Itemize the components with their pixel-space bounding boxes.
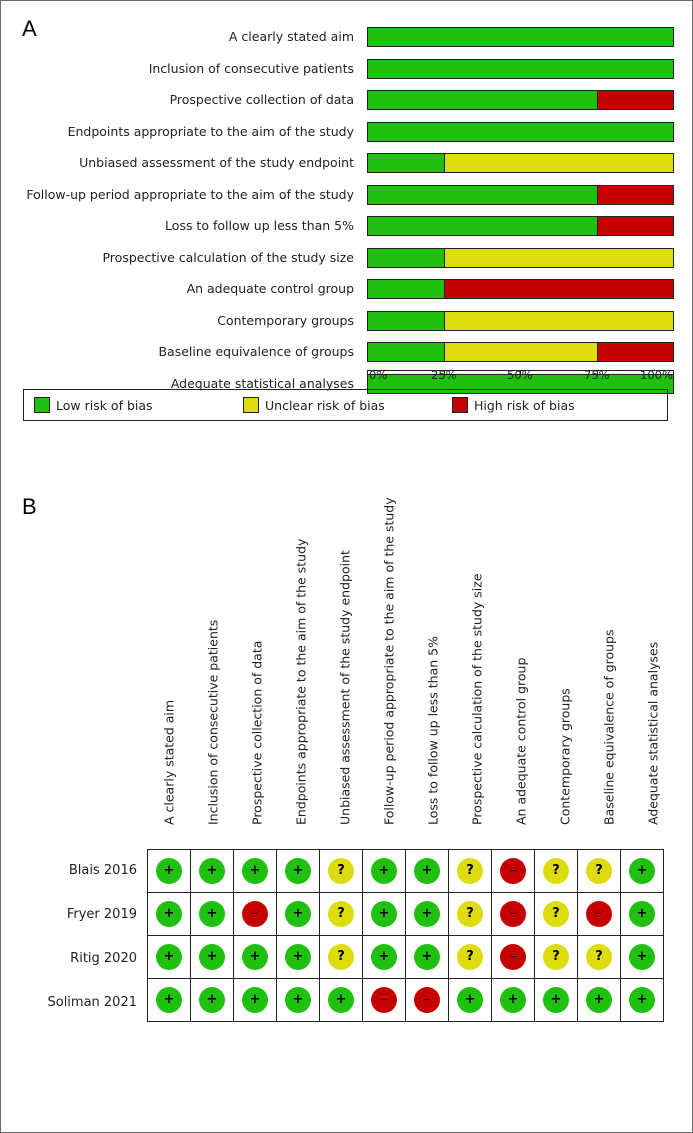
low-risk-dot: + [156,858,182,884]
rating-cell [449,979,492,1022]
unclear-risk-dot: ? [543,944,569,970]
x-axis-tick-label: 100% [640,368,673,382]
low-risk-dot: + [457,987,483,1013]
column-header-label: Adequate statistical analyses [645,641,661,825]
rating-cell [320,979,363,1022]
rating-cell [234,850,277,893]
unclear-risk-dot: ? [457,944,483,970]
low-risk-dot: + [156,944,182,970]
bar-segment-low [368,154,444,172]
column-header [147,510,191,840]
rating-cell [148,936,191,979]
unclear-risk-dot: ? [586,858,612,884]
high-risk-dot: – [500,858,526,884]
high-risk-dot: – [242,901,268,927]
column-header-label: Endpoints appropriate to the aim of the study [293,538,309,825]
legend-swatch-high [452,397,468,413]
bar-segment-unclear [444,312,673,330]
rating-cell [621,850,664,893]
column-header [235,510,279,840]
low-risk-dot: + [156,901,182,927]
stacked-bar [367,59,674,79]
rating-cell [148,893,191,936]
risk-of-bias-grid [147,849,664,1022]
bar-category-label: Endpoints appropriate to the aim of the study [67,123,354,139]
bar-category-label: An adequate control group [186,281,354,296]
bar-category-label: A clearly stated aim [228,29,354,44]
low-risk-dot: + [414,901,440,927]
column-header [631,510,675,840]
rating-cell [320,893,363,936]
bar-segment-high [597,217,673,235]
low-risk-dot: + [371,901,397,927]
column-header-label: A clearly stated aim [161,699,177,825]
table-row [148,850,664,893]
bar-category-label: Baseline equivalence of groups [158,344,354,359]
bar-segment-high [444,280,673,298]
low-risk-dot: + [414,944,440,970]
high-risk-dot: – [414,987,440,1013]
bar-category-label: Unbiased assessment of the study endpoint [79,155,354,170]
rating-cell [320,850,363,893]
low-risk-dot: + [285,987,311,1013]
low-risk-dot: + [328,987,354,1013]
low-risk-dot: + [242,858,268,884]
rating-cell [277,893,320,936]
unclear-risk-dot: ? [328,901,354,927]
rating-cell [363,893,406,936]
rating-cell [449,893,492,936]
rating-cell [363,850,406,893]
column-header-label: Inclusion of consecutive patients [205,619,221,825]
bar-segment-low [368,186,597,204]
low-risk-dot: + [371,944,397,970]
rating-cell [621,936,664,979]
table-row [148,979,664,1022]
column-header [455,510,499,840]
rating-cell [492,979,535,1022]
legend-swatch-low [34,397,50,413]
x-axis-tick-label: 50% [507,368,533,382]
low-risk-dot: + [414,858,440,884]
rating-cell [535,979,578,1022]
bar-category-label: Prospective collection of data [169,92,354,107]
study-label: Soliman 2021 [47,995,137,1010]
bar-segment-low [368,123,673,141]
low-risk-dot: + [242,987,268,1013]
stacked-bar [367,342,674,362]
unclear-risk-dot: ? [457,901,483,927]
study-label: Ritig 2020 [70,951,137,966]
x-axis-tick [367,370,368,376]
unclear-risk-dot: ? [457,858,483,884]
column-header [499,510,543,840]
column-header [411,510,455,840]
bar-segment-low [368,249,444,267]
rating-cell [191,936,234,979]
bar-segment-low [368,343,444,361]
rating-cell [363,979,406,1022]
rating-cell [492,893,535,936]
stacked-bar [367,153,674,173]
study-label: Blais 2016 [68,863,137,878]
rating-cell [148,850,191,893]
stacked-bar [367,90,674,110]
bar-segment-low [368,60,673,78]
unclear-risk-dot: ? [328,944,354,970]
column-header-label: An adequate control group [513,657,529,825]
rating-cell [449,850,492,893]
low-risk-dot: + [285,944,311,970]
rating-cell [320,936,363,979]
bar-segment-low [368,217,597,235]
low-risk-dot: + [629,901,655,927]
bar-segment-low [368,28,673,46]
high-risk-dot: – [371,987,397,1013]
low-risk-dot: + [371,858,397,884]
legend-label-high: High risk of bias [474,397,575,413]
bar-category-label: Prospective calculation of the study size [102,249,354,265]
low-risk-dot: + [543,987,569,1013]
rating-cell [578,850,621,893]
stacked-bar [367,216,674,236]
rating-cell [406,850,449,893]
rating-cell [492,936,535,979]
table-row [148,936,664,979]
panel-a-label: A [22,16,37,41]
x-axis-tick [673,370,674,376]
legend [23,389,668,421]
legend-label-unclear: Unclear risk of bias [265,397,385,413]
rating-cell [191,979,234,1022]
bar-segment-high [597,343,673,361]
low-risk-dot: + [199,944,225,970]
low-risk-dot: + [156,987,182,1013]
low-risk-dot: + [285,858,311,884]
x-axis-tick-label: 0% [369,368,388,382]
study-label: Fryer 2019 [66,907,137,922]
low-risk-dot: + [199,901,225,927]
stacked-bar [367,185,674,205]
rating-cell [363,936,406,979]
rating-cell [234,979,277,1022]
bar-segment-low [368,312,444,330]
table-row [148,893,664,936]
legend-item-high [452,397,575,413]
rating-cell [578,936,621,979]
rating-cell [535,893,578,936]
rating-cell [406,936,449,979]
low-risk-dot: + [285,901,311,927]
low-risk-dot: + [629,944,655,970]
x-axis-tick-label: 75% [584,368,610,382]
rating-cell [191,893,234,936]
rating-cell [449,936,492,979]
low-risk-dot: + [586,987,612,1013]
low-risk-dot: + [629,987,655,1013]
column-header-label: Loss to follow up less than 5% [425,636,441,825]
bar-category-label: Adequate statistical analyses [170,375,354,391]
rating-cell [148,979,191,1022]
unclear-risk-dot: ? [328,858,354,884]
rating-cell [234,936,277,979]
rating-cell [406,979,449,1022]
column-header-label: Contemporary groups [557,688,573,825]
bar-segment-unclear [444,154,673,172]
rating-cell [621,893,664,936]
stacked-bar [367,279,674,299]
bar-category-label: Loss to follow up less than 5% [165,218,354,233]
rating-cell [535,850,578,893]
legend-item-low [34,397,153,413]
low-risk-dot: + [199,987,225,1013]
column-header-label: Baseline equivalence of groups [601,629,617,825]
column-header [323,510,367,840]
rating-cell [234,893,277,936]
stacked-bar [367,122,674,142]
high-risk-dot: – [586,901,612,927]
legend-label-low: Low risk of bias [56,397,153,413]
rating-cell [621,979,664,1022]
column-header-label: Prospective collection of data [249,640,265,825]
rating-cell [191,850,234,893]
stacked-bar [367,248,674,268]
bar-category-label: Contemporary groups [217,312,354,328]
bar-segment-high [597,91,673,109]
high-risk-dot: – [500,901,526,927]
column-header [191,510,235,840]
column-header-label: Unbiased assessment of the study endpoint [337,550,353,825]
rating-cell [578,893,621,936]
legend-item-unclear [243,397,385,413]
unclear-risk-dot: ? [543,858,569,884]
column-header [367,497,411,840]
low-risk-dot: + [500,987,526,1013]
bar-segment-high [597,186,673,204]
rating-cell [578,979,621,1022]
rating-cell [277,979,320,1022]
column-header-label: Prospective calculation of the study size [469,573,485,825]
bar-segment-unclear [444,249,673,267]
legend-swatch-unclear [243,397,259,413]
unclear-risk-dot: ? [586,944,612,970]
panel-b-label: B [22,494,37,519]
bar-segment-unclear [444,343,597,361]
rating-cell [277,850,320,893]
rating-cell [277,936,320,979]
low-risk-dot: + [199,858,225,884]
bar-category-label: Follow-up period appropriate to the aim of the study [26,186,354,202]
stacked-bar [367,27,674,47]
rating-cell [492,850,535,893]
x-axis-tick-label: 25% [431,368,457,382]
rating-cell [406,893,449,936]
column-header [587,510,631,840]
rating-cell [535,936,578,979]
low-risk-dot: + [629,858,655,884]
bar-segment-low [368,91,597,109]
column-header-label: Follow-up period appropriate to the aim of the study [381,497,397,825]
low-risk-dot: + [242,944,268,970]
bar-segment-low [368,280,444,298]
high-risk-dot: – [500,944,526,970]
column-header [279,510,323,840]
stacked-bar [367,311,674,331]
bar-category-label: Inclusion of consecutive patients [148,60,354,76]
column-header [543,510,587,840]
unclear-risk-dot: ? [543,901,569,927]
